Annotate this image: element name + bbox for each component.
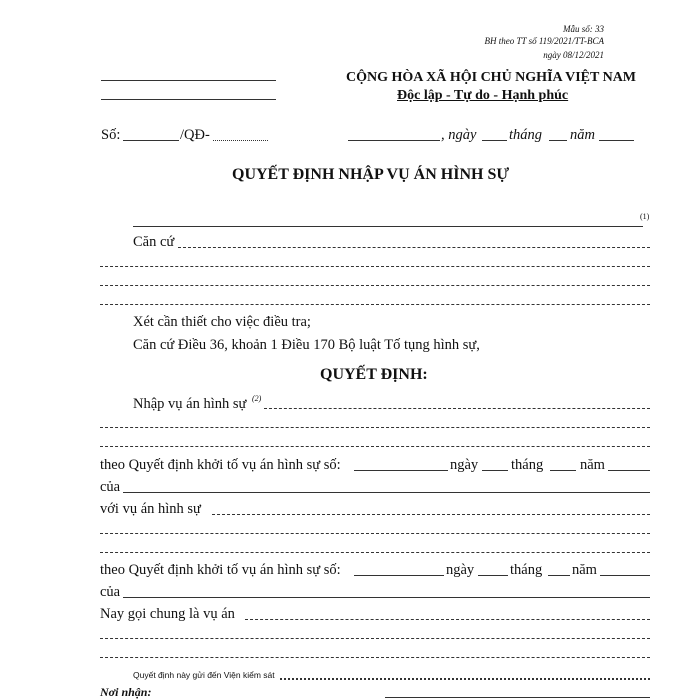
with-case-line-1 xyxy=(212,514,650,515)
case1-of-line xyxy=(123,492,650,493)
basis-line-4 xyxy=(100,304,650,305)
with-case-line-2 xyxy=(100,533,650,534)
authority-line xyxy=(133,226,643,227)
case2-year-blank xyxy=(600,575,650,576)
basis-label: Căn cứ xyxy=(133,234,175,250)
case1-year-blank xyxy=(608,470,650,471)
collective-name-label: Nay gọi chung là vụ án xyxy=(100,606,235,622)
case2-number-blank xyxy=(354,575,444,576)
month-blank xyxy=(549,140,567,141)
note-2: (2) xyxy=(252,394,262,403)
case1-number-blank xyxy=(354,470,448,471)
case1-day-blank xyxy=(482,470,508,471)
day-blank xyxy=(482,140,507,141)
number-blank xyxy=(123,140,179,141)
date-ngay: , ngày xyxy=(441,127,477,143)
note-1: (1) xyxy=(640,212,650,221)
collective-line-1 xyxy=(245,619,650,620)
with-case-line-3 xyxy=(100,552,650,553)
recipients-label: Nơi nhận: xyxy=(100,685,152,699)
qd-label: /QĐ- xyxy=(180,127,210,143)
investigation-needed: Xét cần thiết cho việc điều tra; xyxy=(133,314,311,330)
case1-nam: năm xyxy=(580,457,605,473)
merge-line-2 xyxy=(100,427,650,428)
case1-decision-label: theo Quyết định khởi tố vụ án hình sự số: xyxy=(100,457,341,473)
legal-basis: Căn cứ Điều 36, khoản 1 Điều 170 Bộ luật Tố tụng hình sự, xyxy=(133,337,480,353)
merge-line-1 xyxy=(264,408,650,409)
document-title: QUYẾT ĐỊNH NHẬP VỤ ÁN HÌNH SỰ xyxy=(232,166,510,183)
form-date: ngày 08/12/2021 xyxy=(543,50,604,60)
merge-label: Nhập vụ án hình sự xyxy=(133,396,247,412)
case2-of-label: của xyxy=(100,584,121,600)
case2-nam: năm xyxy=(572,562,597,578)
case1-month-blank xyxy=(550,470,576,471)
place-blank xyxy=(348,140,440,141)
case2-ngay: ngày xyxy=(446,562,475,578)
merge-line-3 xyxy=(100,446,650,447)
motto: Độc lập - Tự do - Hạnh phúc xyxy=(397,88,569,103)
signature-line xyxy=(385,697,650,698)
decision-heading: QUYẾT ĐỊNH: xyxy=(320,366,428,383)
case2-thang: tháng xyxy=(510,562,543,578)
sent-to-line xyxy=(280,678,650,680)
basis-line-3 xyxy=(100,285,650,286)
case2-month-blank xyxy=(548,575,570,576)
case1-thang: tháng xyxy=(511,457,544,473)
agency-line-2 xyxy=(101,99,276,100)
case2-day-blank xyxy=(478,575,508,576)
qd-blank xyxy=(213,140,268,141)
with-case-label: với vụ án hình sự xyxy=(100,501,201,517)
number-label: Số: xyxy=(101,127,121,143)
case1-of-label: của xyxy=(100,479,121,495)
agency-line-1 xyxy=(101,80,276,81)
form-issued-by: BH theo TT số 119/2021/TT-BCA xyxy=(484,36,604,46)
sent-to-label: Quyết định này gửi đến Viện kiểm sát xyxy=(133,670,275,680)
case2-of-line xyxy=(123,597,650,598)
basis-line-2 xyxy=(100,266,650,267)
collective-line-3 xyxy=(100,657,650,658)
basis-line-1 xyxy=(178,247,650,248)
date-thang: tháng xyxy=(509,127,543,143)
case2-decision-label: theo Quyết định khởi tố vụ án hình sự số: xyxy=(100,562,341,578)
year-blank xyxy=(599,140,634,141)
case1-ngay: ngày xyxy=(450,457,479,473)
country-name: CỘNG HÒA XÃ HỘI CHỦ NGHĨA VIỆT NAM xyxy=(346,70,637,85)
collective-line-2 xyxy=(100,638,650,639)
form-number: Mẫu số: 33 xyxy=(563,24,604,34)
date-nam: năm xyxy=(570,127,595,143)
